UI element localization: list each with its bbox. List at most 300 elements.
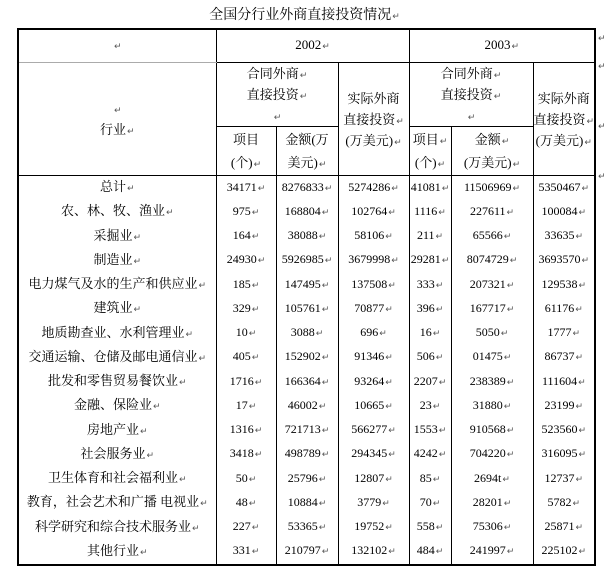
cell-text: 396 <box>416 300 435 315</box>
value-cell <box>533 419 595 443</box>
cell-text: 558 <box>416 519 435 533</box>
paragraph-mark: ↵ <box>253 160 262 170</box>
actual-fdi-label-line1: 实际外商 <box>537 90 590 106</box>
cell-text: 3693570 <box>538 252 581 267</box>
industry-header-cell <box>18 63 216 176</box>
cell-text: 采掘业 <box>93 227 133 243</box>
value-cell <box>216 322 276 346</box>
contract-fdi-label-line2: 直接投资 <box>440 87 493 102</box>
cell-text: 566277 <box>351 422 388 436</box>
cell-text: 910568 <box>469 422 506 436</box>
paragraph-mark: ↵ <box>251 304 260 315</box>
value-cell <box>216 443 276 467</box>
value-cell <box>451 419 533 443</box>
value-cell <box>409 346 451 370</box>
amount-label-line1: 金额(万 <box>285 132 329 147</box>
paragraph-mark: ↵ <box>251 280 260 291</box>
paragraph-mark: ↵ <box>506 377 515 388</box>
paragraph-mark: ↵ <box>438 450 447 461</box>
paragraph-mark: ↵ <box>198 353 207 364</box>
paragraph-mark: ↵ <box>575 523 584 533</box>
value-cell <box>409 491 451 515</box>
paragraph-mark: ↵ <box>321 304 330 315</box>
amount-label-line1: 金额 <box>474 132 501 147</box>
value-cell <box>533 249 595 273</box>
paragraph-mark: ↵ <box>113 42 122 52</box>
industry-name-cell <box>18 491 216 515</box>
industry-name-cell <box>18 419 216 443</box>
value-cell <box>451 467 533 491</box>
cell-text: 17 <box>235 397 248 412</box>
paragraph-mark: ↵ <box>502 474 510 485</box>
paragraph-mark: ↵ <box>248 498 257 509</box>
paragraph-mark: ↵ <box>578 207 587 218</box>
paragraph-mark: ↵ <box>432 401 441 412</box>
paragraph-mark: ↵ <box>318 232 327 242</box>
cell-text: 交通运输、仓储及邮电通信业 <box>28 348 198 364</box>
year-2003-cell <box>409 29 595 63</box>
cell-text: 制造业 <box>93 251 133 267</box>
value-cell <box>533 370 595 394</box>
value-cell <box>276 491 338 515</box>
value-cell <box>533 467 595 491</box>
paragraph-mark: ↵ <box>438 377 447 388</box>
paragraph-mark: ↵ <box>379 329 387 339</box>
paragraph-mark: ↵ <box>575 232 584 242</box>
actual-fdi-label-line1: 实际外商 <box>347 90 400 106</box>
cell-text: 4242 <box>413 446 438 461</box>
cell-text: 70877 <box>354 300 385 315</box>
value-cell <box>451 516 533 540</box>
cell-text: 132102 <box>351 543 388 558</box>
value-cell <box>409 225 451 249</box>
value-cell <box>338 394 409 418</box>
cell-text: 41081 <box>410 179 441 194</box>
value-cell <box>451 443 533 467</box>
paragraph-mark: ↵ <box>503 353 512 364</box>
value-cell <box>451 200 533 224</box>
industry-name-cell <box>18 346 216 370</box>
cell-text: 1116 <box>414 203 438 218</box>
value-cell <box>409 394 451 418</box>
paragraph-mark: ↵ <box>385 353 393 364</box>
projects-2003-header <box>409 127 451 176</box>
cell-text: 房地产业 <box>86 421 139 437</box>
cell-text: 电力煤气及水的生产和供应业 <box>28 276 198 291</box>
paragraph-mark: ↵ <box>506 547 515 558</box>
contract-fdi-label-line1: 合同外商 <box>440 66 493 81</box>
paragraph-mark: ↵ <box>503 498 512 509</box>
paragraph-mark: ↵ <box>185 329 194 340</box>
paragraph-mark: ↵ <box>435 304 444 315</box>
paragraph-mark: ↵ <box>501 137 510 147</box>
value-cell <box>533 540 595 565</box>
paragraph-mark: ↵ <box>575 353 584 364</box>
paragraph-mark: ↵ <box>493 71 502 81</box>
value-cell <box>216 419 276 443</box>
cell-text: 331 <box>232 543 251 558</box>
value-cell <box>451 225 533 249</box>
paragraph-mark: ↵ <box>191 523 200 534</box>
value-cell <box>276 540 338 565</box>
cell-text: 10665 <box>354 397 385 412</box>
cell-text: 85 <box>419 470 432 485</box>
projects-label-line2: (个) <box>414 155 437 170</box>
value-cell <box>338 273 409 297</box>
paragraph-mark: ↵ <box>385 401 393 412</box>
amount-label-line2: 美元) <box>287 155 318 170</box>
paragraph-mark: ↵ <box>322 42 330 52</box>
value-cell <box>276 322 338 346</box>
actual-fdi-2003-header <box>533 63 595 176</box>
value-cell <box>533 322 595 346</box>
cell-text: 批发和零售贸易餐饮业 <box>47 373 178 388</box>
paragraph-mark: ↵ <box>321 207 330 218</box>
value-cell <box>409 176 451 201</box>
projects-label-line1: 项目 <box>412 132 439 147</box>
industry-name-cell <box>18 394 216 418</box>
value-cell <box>276 200 338 224</box>
paragraph-mark: ↵ <box>581 183 590 194</box>
value-cell <box>533 200 595 224</box>
table-row <box>18 225 595 249</box>
paragraph-mark: ↵ <box>198 281 207 291</box>
table-header <box>18 29 595 176</box>
paragraph-mark: ↵ <box>321 426 330 436</box>
value-cell <box>409 322 451 346</box>
value-cell <box>409 297 451 321</box>
value-cell <box>216 394 276 418</box>
header-row-groups <box>18 63 595 127</box>
value-cell <box>338 370 409 394</box>
paragraph-mark: ↵ <box>506 426 515 436</box>
value-cell <box>276 249 338 273</box>
value-cell <box>216 249 276 273</box>
cell-text: 3679998 <box>348 252 391 267</box>
industry-name-cell <box>18 225 216 249</box>
value-cell <box>216 346 276 370</box>
industry-name-cell <box>18 467 216 491</box>
paragraph-mark: ↵ <box>509 256 518 267</box>
paragraph-mark: ↵ <box>321 353 330 364</box>
cell-text: 金融、保险业 <box>73 397 152 413</box>
value-cell <box>451 249 533 273</box>
paragraph-mark: ↵ <box>273 113 282 123</box>
industry-name-cell <box>18 443 216 467</box>
paragraph-mark: ↵ <box>441 183 450 194</box>
paragraph-mark: ↵ <box>126 184 135 194</box>
value-cell <box>409 249 451 273</box>
cell-text: 8074729 <box>466 252 509 267</box>
value-cell <box>338 540 409 565</box>
value-cell <box>276 346 338 370</box>
paragraph-mark: ↵ <box>575 304 583 315</box>
industry-name-cell <box>18 200 216 224</box>
paragraph-mark: ↵ <box>200 499 208 510</box>
fdi-table <box>17 28 596 566</box>
value-cell <box>338 516 409 540</box>
paragraph-mark: ↵ <box>575 474 584 485</box>
paragraph-mark: ↵ <box>388 426 396 436</box>
value-cell <box>409 200 451 224</box>
cell-text: 152902 <box>284 349 321 364</box>
paragraph-mark: ↵ <box>388 450 396 461</box>
cell-text: 316095 <box>541 446 578 461</box>
value-cell <box>409 443 451 467</box>
cell-text: 523560 <box>541 422 578 436</box>
cell-text: 975 <box>232 203 251 218</box>
value-cell <box>533 176 595 201</box>
paragraph-mark: ↵ <box>299 92 308 102</box>
value-cell <box>451 297 533 321</box>
value-cell <box>276 273 338 297</box>
actual-fdi-label-line3: (万美元) <box>345 132 394 148</box>
title-text: 全国分行业外商直接投资情况 <box>209 8 392 23</box>
paragraph-mark: ↵ <box>435 547 444 558</box>
cell-text: 166364 <box>284 373 321 388</box>
paragraph-mark: ↵ <box>586 116 595 127</box>
value-cell <box>276 176 338 201</box>
value-cell <box>338 225 409 249</box>
actual-fdi-2002-header <box>338 63 409 176</box>
value-cell <box>276 467 338 491</box>
cell-text: 3088 <box>290 325 315 339</box>
paragraph-mark: ↵ <box>432 474 441 485</box>
value-cell <box>451 540 533 565</box>
paragraph-mark: ↵ <box>385 377 393 388</box>
cell-text: 16 <box>419 325 432 339</box>
cell-text: 29281 <box>410 252 441 267</box>
cell-text: 8276833 <box>281 179 324 194</box>
cell-text: 86737 <box>544 349 575 364</box>
table-row <box>18 516 595 540</box>
table-row <box>18 370 595 394</box>
empty-corner-cell <box>18 29 216 63</box>
value-cell <box>276 297 338 321</box>
cell-text: 225102 <box>541 543 578 558</box>
value-cell <box>216 200 276 224</box>
cell-text: 33635 <box>544 228 575 242</box>
value-cell <box>409 467 451 491</box>
value-cell <box>216 176 276 201</box>
cell-text: 164 <box>232 228 251 242</box>
paragraph-mark: ↵ <box>178 475 187 485</box>
paragraph-mark: ↵ <box>385 523 393 533</box>
cell-text: 704220 <box>469 446 506 461</box>
cell-text: 11506969 <box>463 179 512 194</box>
cell-text: 34171 <box>226 179 257 194</box>
value-cell <box>276 443 338 467</box>
cell-text: 12807 <box>354 470 385 485</box>
cell-text: 1316 <box>229 422 254 436</box>
paragraph-mark: ↵ <box>572 329 581 339</box>
value-cell <box>276 370 338 394</box>
cell-text: 58106 <box>354 228 385 242</box>
industry-name-cell <box>18 176 216 201</box>
cell-text: 社会服务业 <box>80 445 146 461</box>
cell-text: 211 <box>416 228 435 242</box>
value-cell <box>451 370 533 394</box>
cell-text: 1553 <box>413 422 438 436</box>
cell-text: 294345 <box>351 446 388 461</box>
paragraph-mark: ↵ <box>388 207 396 218</box>
paragraph-mark: ↵ <box>506 280 515 291</box>
table-row <box>18 322 595 346</box>
value-cell <box>216 297 276 321</box>
table-row <box>18 491 595 515</box>
paragraph-mark: ↵ <box>578 377 586 388</box>
year-2002-cell <box>216 29 409 63</box>
value-cell <box>409 273 451 297</box>
industry-name-cell <box>18 370 216 394</box>
value-cell <box>451 346 533 370</box>
cell-text: 102764 <box>351 203 388 218</box>
cell-text: 75306 <box>472 519 503 533</box>
cell-text: 农、林、牧、渔业 <box>60 203 165 219</box>
table-body <box>18 176 595 566</box>
paragraph-mark: ↵ <box>432 329 441 339</box>
cell-text: 333 <box>416 276 435 291</box>
cell-text: 100084 <box>541 203 578 218</box>
paragraph-mark: ↵ <box>503 523 512 533</box>
paragraph-mark: ↵ <box>388 280 396 291</box>
value-cell <box>338 491 409 515</box>
cell-text: 28201 <box>472 494 503 509</box>
cell-text: 地质勘查业、水利管理业 <box>41 324 185 340</box>
industry-name-cell <box>18 540 216 565</box>
paragraph-mark: ↵ <box>113 106 122 116</box>
paragraph-mark: ↵ <box>435 523 444 533</box>
paragraph-mark: ↵ <box>432 498 441 509</box>
value-cell <box>533 443 595 467</box>
cell-text: 53365 <box>287 519 318 533</box>
paragraph-mark: ↵ <box>146 450 155 461</box>
paragraph-mark: ↵ <box>584 137 592 148</box>
table-row <box>18 467 595 491</box>
cell-text: 38088 <box>287 228 318 242</box>
paragraph-mark: ↵ <box>321 450 330 461</box>
paragraph-mark: ↵ <box>139 426 148 437</box>
paragraph-mark: ↵ <box>251 523 260 533</box>
paragraph-mark: ↵ <box>251 353 260 364</box>
cell-text: 168804 <box>284 203 321 218</box>
paragraph-mark: ↵ <box>506 207 515 218</box>
cell-text: 238389 <box>469 373 506 388</box>
paragraph-mark: ↵ <box>251 547 260 558</box>
end-of-row-mark: ↵ <box>598 62 606 72</box>
value-cell <box>451 491 533 515</box>
paragraph-mark: ↵ <box>439 137 448 147</box>
cell-text: 329 <box>232 300 251 315</box>
paragraph-mark: ↵ <box>248 401 257 412</box>
cell-text: 70 <box>419 494 432 509</box>
value-cell <box>451 273 533 297</box>
paragraph-mark: ↵ <box>318 160 327 170</box>
cell-text: 10884 <box>287 494 318 509</box>
paragraph-mark: ↵ <box>133 305 142 316</box>
paragraph-mark: ↵ <box>441 256 450 267</box>
value-cell <box>338 443 409 467</box>
contract-fdi-label-line1: 合同外商 <box>246 66 299 81</box>
contract-fdi-2003-header <box>409 63 533 127</box>
cell-text: 696 <box>360 325 379 339</box>
actual-fdi-label-line2: 直接投资 <box>343 111 396 127</box>
cell-text: 129538 <box>541 276 578 291</box>
paragraph-mark: ↵ <box>299 71 308 81</box>
industry-name-cell <box>18 249 216 273</box>
paragraph-mark: ↵ <box>248 474 257 485</box>
header-row-years <box>18 29 595 63</box>
table-row <box>18 200 595 224</box>
cell-text: 105761 <box>284 300 321 315</box>
cell-text: 25871 <box>544 519 575 533</box>
paragraph-mark: ↵ <box>394 137 402 148</box>
amount-2003-header <box>451 127 533 176</box>
paragraph-mark: ↵ <box>503 232 512 242</box>
actual-fdi-label-line3: (万美元) <box>535 132 584 148</box>
cell-text: 185 <box>232 276 251 291</box>
industry-name-cell <box>18 516 216 540</box>
paragraph-mark: ↵ <box>392 12 400 22</box>
amount-2002-header <box>276 127 338 176</box>
paragraph-mark: ↵ <box>318 401 327 412</box>
paragraph-mark: ↵ <box>152 402 161 413</box>
paragraph-mark: ↵ <box>503 401 512 412</box>
paragraph-mark: ↵ <box>512 183 521 194</box>
paragraph-mark: ↵ <box>435 232 444 242</box>
cell-text: 1716 <box>229 373 254 388</box>
end-of-row-mark: ↵ <box>598 34 606 44</box>
cell-text: 建筑业 <box>93 300 133 316</box>
industry-name-cell <box>18 322 216 346</box>
cell-text: 教育，社会艺术和广播 电视业 <box>26 494 200 510</box>
table-row <box>18 443 595 467</box>
value-cell <box>216 467 276 491</box>
paragraph-mark: ↵ <box>506 450 515 461</box>
paragraph-mark: ↵ <box>318 498 327 509</box>
cell-text: 93264 <box>354 373 385 388</box>
page-title <box>17 7 592 26</box>
industry-name-cell <box>18 273 216 297</box>
value-cell <box>276 394 338 418</box>
paragraph-mark: ↵ <box>324 256 333 267</box>
paragraph-mark: ↵ <box>385 232 393 242</box>
paragraph-mark: ↵ <box>318 523 327 533</box>
table-row <box>18 249 595 273</box>
projects-label-line1: 项目 <box>232 132 259 147</box>
paragraph-mark: ↵ <box>396 116 404 127</box>
cell-text: 1777 <box>547 325 572 339</box>
cell-text: 111604 <box>541 373 578 388</box>
paragraph-mark: ↵ <box>578 280 587 291</box>
cell-text: 其他行业 <box>86 542 139 558</box>
cell-text: 5050 <box>475 325 500 339</box>
value-cell <box>276 225 338 249</box>
cell-text: 23199 <box>544 397 575 412</box>
paragraph-mark: ↵ <box>578 547 587 558</box>
actual-fdi-label-line2: 直接投资 <box>533 111 586 127</box>
cell-text: 484 <box>416 543 435 558</box>
paragraph-mark: ↵ <box>257 183 266 194</box>
value-cell <box>338 322 409 346</box>
cell-text: 01475 <box>472 349 503 364</box>
paragraph-mark: ↵ <box>254 377 263 388</box>
value-cell <box>338 200 409 224</box>
paragraph-mark: ↵ <box>382 498 390 509</box>
cell-text: 3779 <box>357 494 382 509</box>
cell-text: 65566 <box>472 228 503 242</box>
cell-text: 721713 <box>284 422 321 436</box>
